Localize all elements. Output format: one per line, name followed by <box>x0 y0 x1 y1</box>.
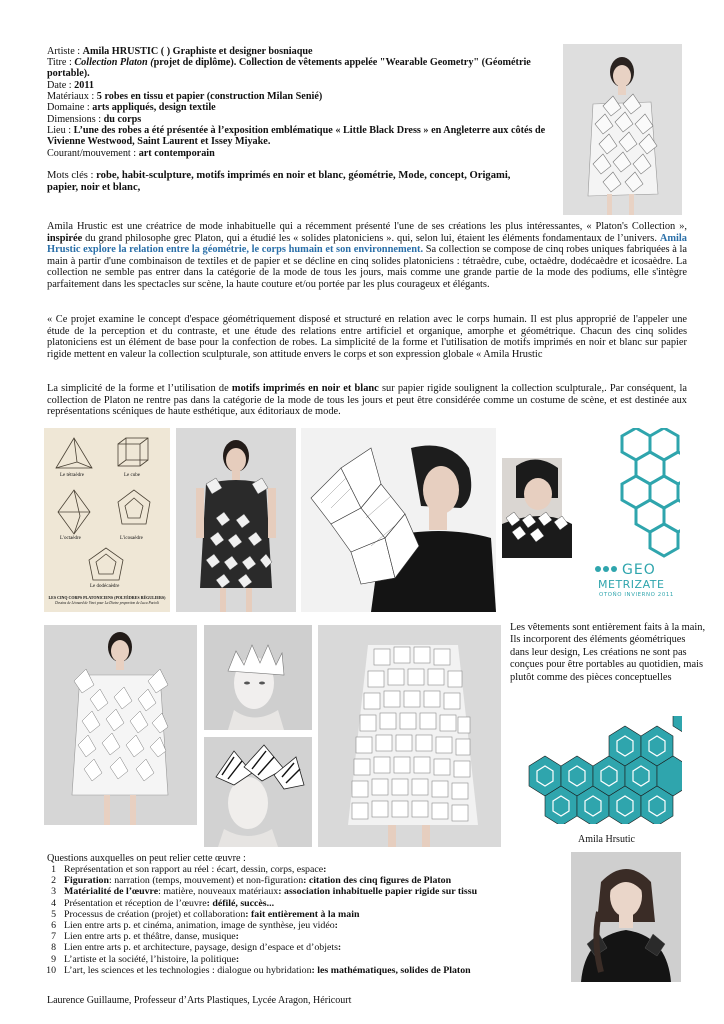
portrait-caption: Amila Hrsutic <box>578 834 635 845</box>
solid-label-1: Le tétraèdre <box>60 473 85 478</box>
question-item-1: 1 Représentation et son rapport au réel : écart, dessin, corps, espace : <box>51 864 327 875</box>
question-item-2: 2 Figuration : narration (temps, mouvement) et non-figuration : citation des cinq figures de Platon <box>51 875 452 887</box>
solid-label-4: L'icosaèdre <box>120 536 143 541</box>
question-item-3: 3 Matérialité de l’œuvre : matière, nouveaux matériaux : association inhabituelle papier rigide sur tissu <box>51 886 478 898</box>
poster-title-line1: GEO <box>622 562 656 578</box>
solids-caption: LES CINQ CORPS PLATONICIENS (POLYÈDRES RÉGULIERS) <box>48 595 166 600</box>
date-line: Date : 2011 <box>47 80 94 91</box>
solid-label-5: Le dodécaèdre <box>90 584 120 589</box>
keywords-line: Mots clés : robe, habit-sculpture, motifs imprimés en noir et blanc, géométrie, Mode, concept, Origami, papier, noir et blanc, <box>47 170 511 193</box>
geometrizate-poster <box>502 428 680 612</box>
question-item-9: 9 L’artiste et la société, l’histoire, la politique : <box>51 953 240 965</box>
question-item-4: 4 Présentation et réception de l’œuvre : défilé, succès... <box>51 897 275 909</box>
question-item-10: 10 L’art, les sciences et les technologies : dialogue ou hybridation : les mathématiques, solides de Platon <box>46 964 471 976</box>
poster-subtitle: OTOÑO INVIERNO 2011 <box>599 592 674 598</box>
paragraph-intro: Amila Hrustic est une créatrice de mode inhabituelle qui a récemment présenté l'une de ses créations les plus intéressantes, « Platon's Collection », inspirée du grand philosophe grec Platon, qui a étudié les « solides platoniciens ». qui, selon lui, étaient les éléments fondamentaux de l’univers. Amila Hrustic explore la relation entre la géométrie, le corps humain et son environnement. Sa collection se compose de cinq robes uniques fabriquées à la main à partir d'une combinaison de textiles et de papier et se décline en cinq solides platoniciens : tétraèdre, cube, octaèdre, dodécaèdre et icosaèdre. La collection ne semble pas entrer dans la catégorie de la mode de tous les jours, mais comme une grande partie de la mode des podiums, elle s'intègre parfaitement dans les spectacles sur scène, la haute couture et/ou portée par les plus courageux et élégants. <box>47 221 687 290</box>
movement-line: Courant/mouvement : art contemporain <box>47 148 215 159</box>
solid-label-3: L'octaèdre <box>60 536 81 541</box>
solids-subcaption: Dessins de Léonard de Vinci pour La Divine proportion de Luca Pacioli <box>55 601 159 605</box>
designer-portrait-photo <box>571 852 681 982</box>
paragraph-conclusion: La simplicité de la forme et l’utilisation de motifs imprimés en noir et blanc sur papier rigide soulignent la collection sculpturale,. Par conséquent, la collection de Platon ne rentre pas dans la catégorie de la mode de tous les jours et peut être considérée comme un costume de scène, et est destinée aux représentations scéniques de haute esthétique, aux éditoriaux de mode. <box>47 383 687 417</box>
platonic-solids-drawing <box>44 428 170 612</box>
materials-line: Matériaux : 5 robes en tissu et papier (construction Milan Senié) <box>47 91 323 102</box>
model-photo-top <box>563 44 682 215</box>
side-note: Les vêtements sont entièrement faits à la main, Ils incorporent des éléments géométriques dans leur design, Les créations ne sont pas conçues pour être portables au quotidien, mais plutôt comme des pièces conceptuelles <box>510 622 706 683</box>
model-photo-cube-dress <box>318 625 501 847</box>
question-item-6: 6 Lien entre arts p. et cinéma, animation, image de synthèse, jeu vidéo : <box>51 920 338 932</box>
model-photo-white-spiked-dress <box>44 625 197 825</box>
model-photo-dodecahedron-dress <box>176 428 296 612</box>
dimensions-line: Dimensions : du corps <box>47 114 142 125</box>
artist-line: Artiste : Amila HRUSTIC ( ) Graphiste et designer bosniaque <box>47 46 313 57</box>
question-item-5: 5 Processus de création (projet) et collaboration : fait entièrement à la main <box>51 908 360 920</box>
domain-line: Domaine : arts appliqués, design textile <box>47 102 216 113</box>
place-line: Lieu : L’une des robes a été présentée à l’exposition emblématique « Little Black Dress » en Angleterre aux côtés de Vivienne Westwood, Saint Laurent et Issey Miyake. <box>47 125 546 148</box>
title-line: Titre : Collection Platon (projet de diplôme). Collection de vêtements appelée "Wearable Geometry" (Géométrie portable). <box>47 57 531 80</box>
footer-credit: Laurence Guillaume, Professeur d’Arts Plastiques, Lycée Aragon, Héricourt <box>47 995 352 1006</box>
paragraph-quote: « Ce projet examine le concept d'espace géométriquement disposé et structuré en relation avec le corps humain. Il est plus approprié de l'appeler une étude de la perception et du contraste, et une étude des relations entre artificiel et organique, amorphe et géométrique. Chacun des cinq solides platoniciens est un élément de base pour la confection de robes. La simplicité de la forme et l'utilisation de motifs imprimés en noir et blanc sur papier rigide mettent en valeur la collection sculpturale, son attitude envers le corps et son expression globale « Amila Hrustic <box>47 314 687 360</box>
hexagon-pattern-image <box>525 716 682 824</box>
model-photo-patterned-hat <box>204 737 312 847</box>
model-photo-white-face-crown <box>204 625 312 730</box>
solid-label-2: Le cube <box>124 473 140 478</box>
questions-title: Questions auxquelles on peut relier cette œuvre : <box>47 853 246 864</box>
questions-list <box>44 864 574 976</box>
poster-title-line2: METRIZATE <box>598 578 665 591</box>
question-item-7: 7 Lien entre arts p. et théâtre, danse, musique : <box>51 931 239 943</box>
question-item-8: 8 Lien entre arts p. et architecture, paysage, design d’espace et d’objets : <box>51 942 342 954</box>
model-photo-spiked-shoulder <box>301 428 496 612</box>
